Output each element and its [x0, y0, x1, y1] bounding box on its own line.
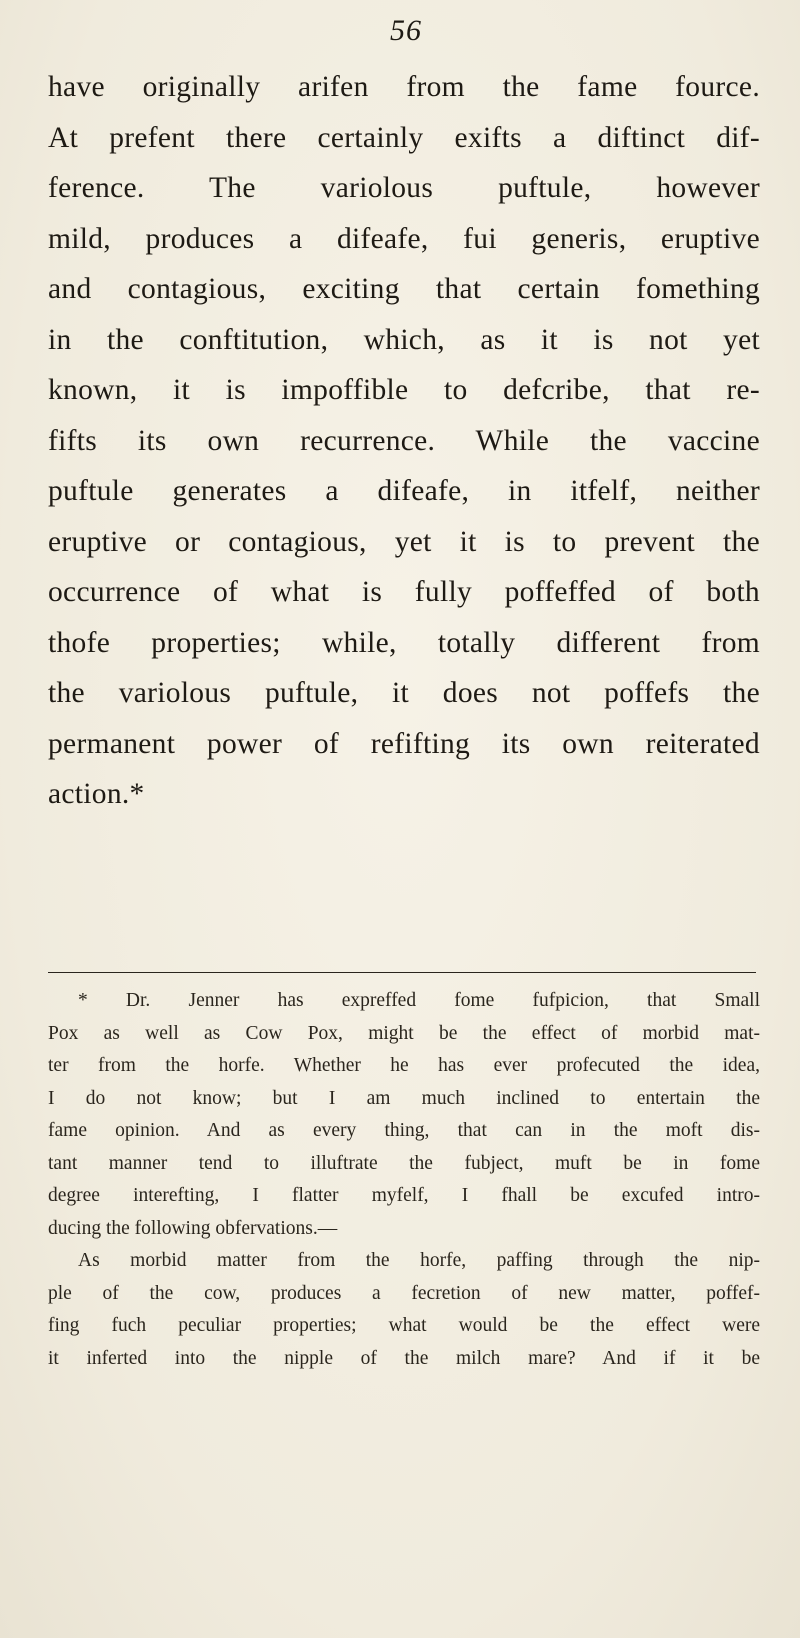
body-line: have originally arifen from the fame fource. — [48, 71, 760, 103]
body-line-last: action.* — [48, 778, 145, 810]
footnote-line: As morbid matter from the horfe, paffing through the nip- — [78, 1250, 760, 1271]
footnote-line: ducing the following obfervations.— — [48, 1217, 338, 1239]
body-line: ference. The variolous puftule, however — [48, 172, 760, 204]
footnote-line: fing fuch peculiar properties; what would be the effect were — [48, 1315, 760, 1336]
body-line: and contagious, exciting that certain fomething — [48, 273, 760, 305]
body-line: occurrence of what is fully poffeffed of both — [48, 576, 760, 608]
footnote-line: ter from the horfe. Whether he has ever profecuted the idea, — [48, 1055, 760, 1076]
body-line: known, it is impoffible to defcribe, that re- — [48, 374, 760, 406]
footnote-line: ple of the cow, produces a fecretion of new matter, poffef- — [48, 1282, 760, 1304]
footnote-line: I do not know; but I am much inclined to entertain the — [48, 1087, 760, 1109]
page-number: 56 — [390, 14, 422, 47]
footnote-line: degree interefting, I flatter myfelf, I fhall be excufed intro- — [48, 1185, 760, 1206]
footnote-line: * Dr. Jenner has expreffed fome fufpicion, that Small — [78, 990, 760, 1011]
footnote-line: Pox as well as Cow Pox, might be the effect of morbid mat- — [48, 1022, 760, 1044]
body-line: eruptive or contagious, yet it is to prevent the — [48, 525, 760, 558]
footnote — [48, 985, 760, 1375]
footnote-line: it inferted into the nipple of the milch mare? And if it be — [48, 1347, 760, 1369]
body-line: thofe properties; while, totally different from — [48, 626, 760, 659]
body-line: puftule generates a difeafe, in itfelf, neither — [48, 475, 760, 507]
footnote-line: tant manner tend to illuftrate the fubject, muft be in fome — [48, 1152, 760, 1174]
body-line: permanent power of refifting its own reiterated — [48, 727, 760, 760]
body-line: At prefent there certainly exifts a diftinct dif- — [48, 121, 760, 154]
body-line: mild, produces a difeafe, fui generis, eruptive — [48, 222, 760, 255]
footnote-divider — [48, 972, 756, 973]
body-line: in the conftitution, which, as it is not yet — [48, 323, 760, 356]
body-line: fifts its own recurrence. While the vaccine — [48, 424, 760, 457]
body-line: the variolous puftule, it does not poffefs the — [48, 677, 760, 709]
footnote-line: fame opinion. And as every thing, that can in the moft dis- — [48, 1120, 760, 1141]
body-text — [48, 62, 760, 820]
